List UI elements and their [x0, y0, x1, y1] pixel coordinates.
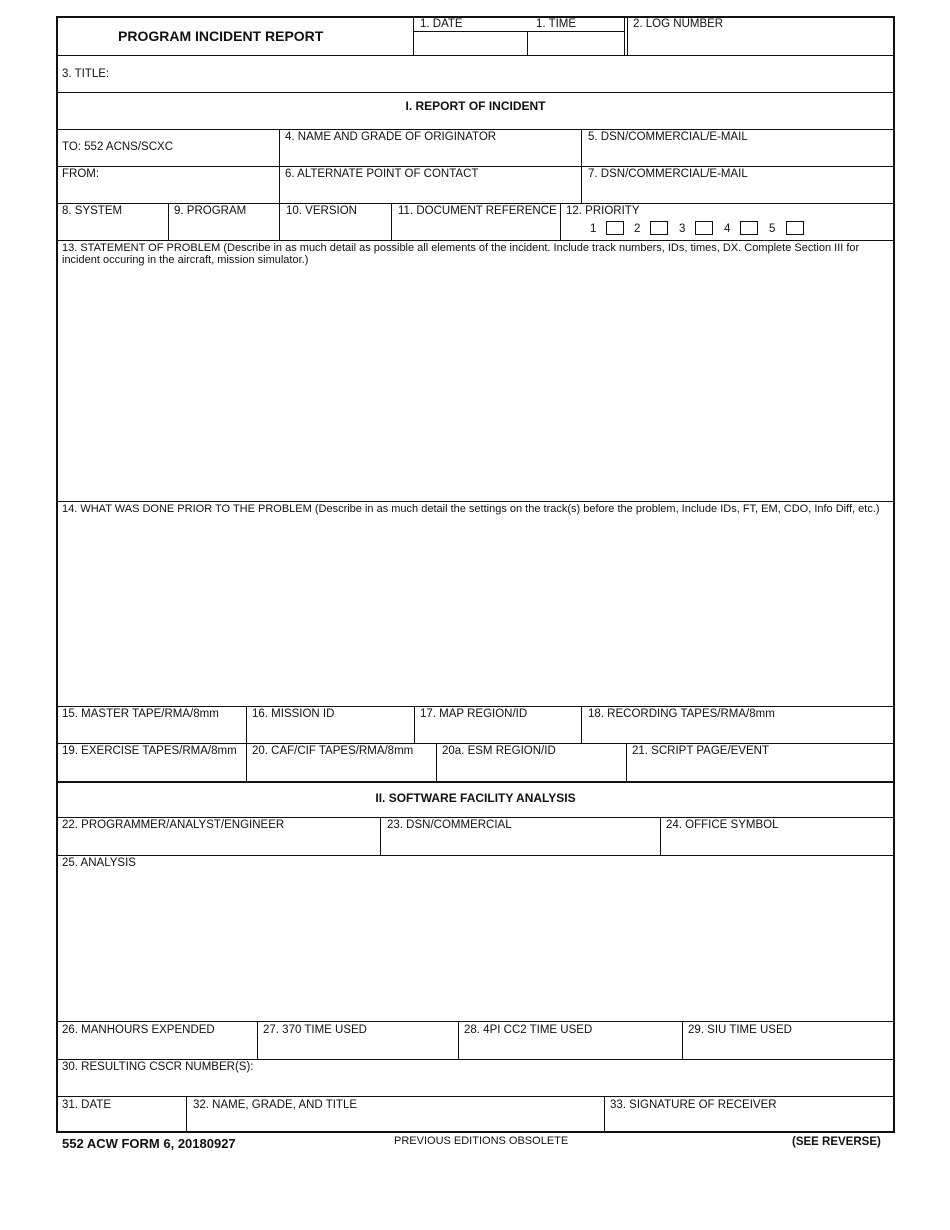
divider — [604, 1096, 605, 1133]
caf-cif-tapes-label: 20. CAF/CIF TAPES/RMA/8mm — [252, 745, 414, 757]
time-370-field[interactable] — [259, 1038, 456, 1058]
siu-time-label: 29. SIU TIME USED — [688, 1024, 792, 1036]
divider — [660, 817, 661, 855]
office-symbol-field[interactable] — [662, 833, 893, 854]
divider — [246, 706, 247, 743]
exercise-tapes-label: 19. EXERCISE TAPES/RMA/8mm — [62, 745, 237, 757]
manhours-label: 26. MANHOURS EXPENDED — [62, 1024, 215, 1036]
divider — [56, 92, 895, 93]
document-reference-label: 11. DOCUMENT REFERENCE — [398, 205, 557, 217]
name-grade-title-label: 32. NAME, GRADE, AND TITLE — [193, 1099, 358, 1111]
priority-1-checkbox[interactable] — [606, 221, 624, 235]
form-id: 552 ACW FORM 6, 20180927 — [62, 1136, 236, 1151]
recording-tapes-field[interactable] — [583, 722, 893, 742]
date-label: 1. DATE — [420, 18, 463, 30]
divider — [391, 203, 392, 240]
divider — [527, 31, 528, 55]
time-4pi-label: 28. 4PI CC2 TIME USED — [464, 1024, 593, 1036]
divider — [56, 1021, 895, 1022]
dsn-email-5-field[interactable] — [584, 145, 892, 165]
time-field[interactable] — [529, 33, 623, 54]
divider — [414, 706, 415, 743]
divider — [257, 1021, 258, 1059]
divider — [56, 1059, 895, 1060]
originator-field[interactable] — [282, 145, 578, 165]
prior-to-problem-label: 14. WHAT WAS DONE PRIOR TO THE PROBLEM (Describe in as much detail the settings on the track(s) before the problem, Include IDs, FT, EM, CDO, Info Diff, etc.) — [62, 503, 880, 515]
master-tape-field[interactable] — [58, 722, 244, 742]
divider — [380, 817, 381, 855]
divider — [56, 855, 895, 856]
prior-to-problem-field[interactable] — [58, 529, 893, 705]
divider — [581, 166, 582, 203]
dsn-commercial-field[interactable] — [382, 833, 658, 854]
divider — [56, 743, 895, 744]
divider — [279, 203, 280, 240]
system-label: 8. SYSTEM — [62, 205, 123, 217]
programmer-field[interactable] — [58, 833, 378, 854]
time-label: 1. TIME — [536, 18, 577, 30]
divider — [627, 16, 628, 55]
section-1-heading: I. REPORT OF INCIDENT — [405, 99, 546, 113]
divider — [56, 1096, 895, 1097]
divider — [56, 781, 895, 783]
divider — [56, 129, 895, 130]
divider — [168, 203, 169, 240]
divider — [560, 203, 561, 240]
signature-label: 33. SIGNATURE OF RECEIVER — [610, 1099, 777, 1111]
caf-cif-tapes-field[interactable] — [248, 759, 434, 780]
script-page-label: 21. SCRIPT PAGE/EVENT — [632, 745, 769, 757]
program-field[interactable] — [170, 219, 277, 239]
date-31-label: 31. DATE — [62, 1099, 111, 1111]
priority-4-checkbox[interactable] — [740, 221, 758, 235]
section-2-heading: II. SOFTWARE FACILITY ANALYSIS — [375, 791, 576, 805]
version-field[interactable] — [281, 219, 389, 239]
name-grade-title-field[interactable] — [188, 1113, 602, 1132]
dsn-email-5-label: 5. DSN/COMMERCIAL/E-MAIL — [588, 131, 748, 143]
alternate-poc-field[interactable] — [282, 182, 578, 202]
originator-label: 4. NAME AND GRADE OF ORIGINATOR — [285, 131, 497, 143]
map-region-label: 17. MAP REGION/ID — [420, 708, 528, 720]
signature-field[interactable] — [606, 1113, 893, 1132]
office-symbol-label: 24. OFFICE SYMBOL — [666, 819, 779, 831]
divider — [581, 129, 582, 166]
date-field[interactable] — [415, 33, 526, 54]
mission-id-label: 16. MISSION ID — [252, 708, 335, 720]
esm-region-field[interactable] — [438, 759, 624, 780]
divider — [626, 743, 627, 781]
mission-id-field[interactable] — [248, 722, 412, 742]
divider — [581, 706, 582, 743]
priority-option-label: 5 — [769, 223, 776, 235]
dsn-email-7-field[interactable] — [584, 182, 892, 202]
divider — [458, 1021, 459, 1059]
divider — [413, 31, 624, 32]
divider — [624, 16, 625, 55]
version-label: 10. VERSION — [286, 205, 357, 217]
programmer-label: 22. PROGRAMMER/ANALYST/ENGINEER — [62, 819, 285, 831]
from-label: FROM: — [62, 168, 100, 180]
priority-3-checkbox[interactable] — [695, 221, 713, 235]
alternate-poc-label: 6. ALTERNATE POINT OF CONTACT — [285, 168, 479, 180]
title-field[interactable] — [120, 58, 890, 90]
divider — [186, 1096, 187, 1133]
from-field[interactable] — [100, 168, 276, 201]
master-tape-label: 15. MASTER TAPE/RMA/8mm — [62, 708, 219, 720]
esm-region-label: 20a. ESM REGION/ID — [442, 745, 556, 757]
statement-of-problem-field[interactable] — [58, 268, 893, 500]
log-number-label: 2. LOG NUMBER — [633, 18, 724, 30]
divider — [56, 240, 895, 241]
divider — [56, 817, 895, 818]
priority-2-checkbox[interactable] — [650, 221, 668, 235]
divider — [56, 706, 895, 707]
statement-of-problem-label: 13. STATEMENT OF PROBLEM (Describe in as much detail as possible all elements of the incident. Include track numbers, IDs, times, DX. Complete Section III for incident occuring in the aircraft, mission simulator.) — [62, 242, 860, 266]
time-370-label: 27. 370 TIME USED — [263, 1024, 367, 1036]
divider — [279, 129, 280, 166]
cscr-field[interactable] — [255, 1061, 891, 1095]
siu-time-field[interactable] — [684, 1038, 893, 1058]
priority-option-label: 4 — [724, 223, 731, 235]
divider — [413, 16, 414, 55]
form-title: PROGRAM INCIDENT REPORT — [118, 28, 324, 44]
priority-option-label: 1 — [590, 223, 597, 235]
divider — [279, 166, 280, 203]
analysis-label: 25. ANALYSIS — [62, 857, 136, 869]
system-field[interactable] — [58, 219, 166, 239]
priority-5-checkbox[interactable] — [786, 221, 804, 235]
log-number-field[interactable] — [629, 33, 893, 54]
analysis-field[interactable] — [58, 872, 893, 1020]
previous-editions-obsolete: PREVIOUS EDITIONS OBSOLETE — [394, 1135, 569, 1147]
divider — [246, 743, 247, 781]
manhours-field[interactable] — [58, 1038, 255, 1058]
see-reverse: (SEE REVERSE) — [792, 1136, 881, 1148]
priority-option-label: 2 — [634, 223, 641, 235]
divider — [682, 1021, 683, 1059]
priority-label: 12. PRIORITY — [566, 205, 640, 217]
map-region-field[interactable] — [416, 722, 579, 742]
recording-tapes-label: 18. RECORDING TAPES/RMA/8mm — [588, 708, 775, 720]
divider — [56, 166, 895, 167]
divider — [56, 501, 895, 502]
document-reference-field[interactable] — [393, 219, 558, 239]
title-label: 3. TITLE: — [62, 68, 110, 80]
cscr-label: 30. RESULTING CSCR NUMBER(S): — [62, 1061, 254, 1073]
date-31-field[interactable] — [58, 1113, 184, 1132]
exercise-tapes-field[interactable] — [58, 759, 244, 780]
divider — [56, 203, 895, 204]
dsn-commercial-label: 23. DSN/COMMERCIAL — [387, 819, 512, 831]
time-4pi-field[interactable] — [460, 1038, 680, 1058]
priority-option-label: 3 — [679, 223, 686, 235]
divider — [56, 55, 895, 56]
divider — [436, 743, 437, 781]
dsn-email-7-label: 7. DSN/COMMERCIAL/E-MAIL — [588, 168, 748, 180]
to-label: TO: 552 ACNS/SCXC — [62, 141, 173, 153]
program-label: 9. PROGRAM — [174, 205, 247, 217]
script-page-field[interactable] — [628, 759, 893, 780]
